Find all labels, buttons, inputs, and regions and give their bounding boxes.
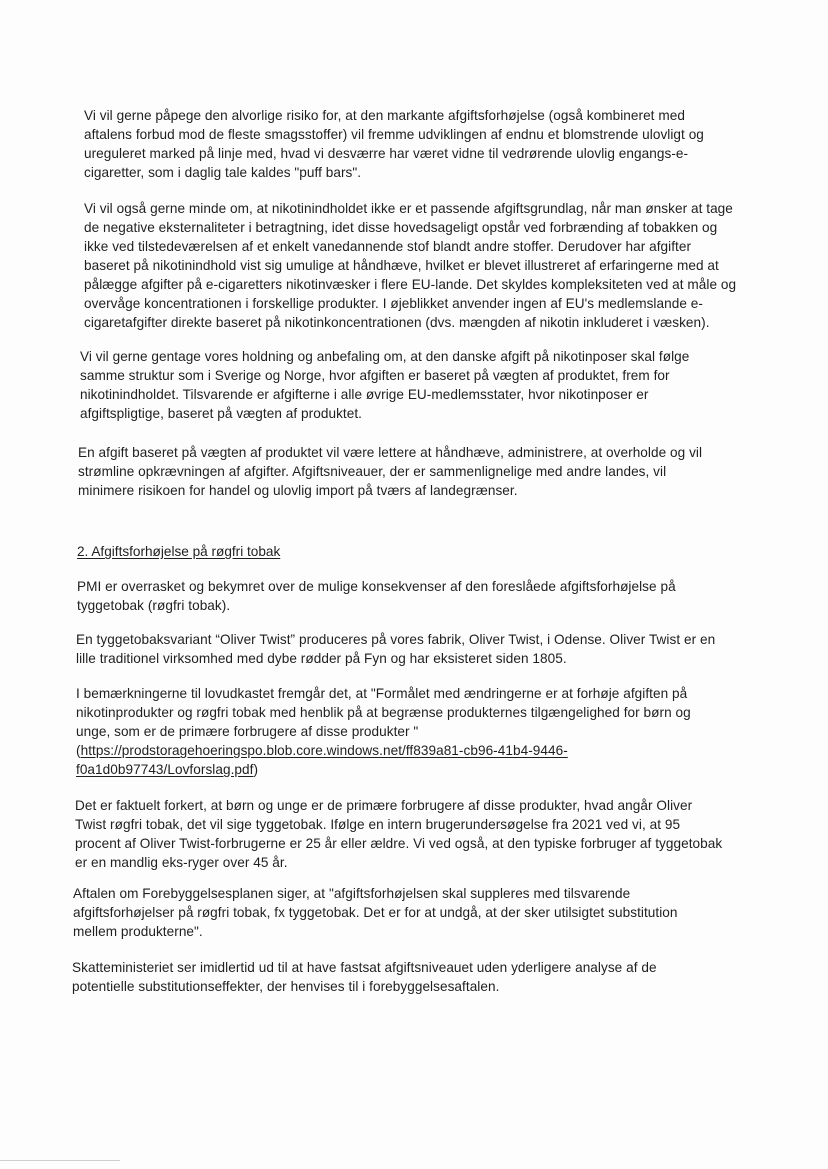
text-line: aftalens forbud mod de fleste smagsstoffer) vil fremme udviklingen af endnu et blomstrende ulovligt og xyxy=(84,127,704,142)
text-line: afgiftspligtige, baseret på vægten af produktet. xyxy=(80,406,363,421)
text-line: overvåge koncentrationen i forskellige produkter. I øjeblikket anvender ingen af EU's medlemslande e- xyxy=(84,296,703,311)
paragraph-law-remarks xyxy=(76,684,691,779)
link-line xyxy=(76,741,691,760)
text-line: tyggetobak (røgfri tobak). xyxy=(77,598,231,613)
text-line: En afgift baseret på vægten af produktet vil være lettere at håndhæve, administrere, at overholde og vil xyxy=(78,445,703,460)
text-line: En tyggetobaksvariant “Oliver Twist” produceres på vores fabrik, Oliver Twist, i Odense. Oliver Twist er en xyxy=(76,632,716,647)
paragraph-puff-bars-risk xyxy=(84,106,704,182)
text-line: cigaretafgifter direkte baseret på nikotinkoncentrationen (dvs. mængden af nikotin inkluderet i væsken). xyxy=(84,315,710,330)
text-line: pålægge afgifter på e-cigaretters nikotinvæsker i flere EU-lande. Det skyldes kompleksiteten ved at måle og xyxy=(84,277,737,292)
paragraph-weight-based-tax xyxy=(80,347,689,423)
text-line: er en mandlig eks-ryger over 45 år. xyxy=(75,855,288,870)
text-line: nikotinprodukter og røgfri tobak med henblik på at begrænse produkternes tilgængelighed for børn og xyxy=(76,705,691,720)
paragraph-enforcement xyxy=(78,443,702,500)
text-line: ureguleret marked på linje med, hvad vi desværre har været vidne til vedrørende ulovlig engangs-e- xyxy=(84,146,689,161)
text-line: cigaretter, som i daglig tale kaldes "puff bars". xyxy=(84,165,362,180)
section-heading: 2. Afgiftsforhøjelse på røgfri tobak xyxy=(77,544,281,559)
text-line: samme struktur som i Sverige og Norge, hvor afgiften er baseret på vægten af produktet, frem for xyxy=(80,368,670,383)
text-line: Det er faktuelt forkert, at børn og unge er de primære forbrugere af disse produkter, hvad angår Oliver xyxy=(75,798,693,813)
text-line: Aftalen om Forebyggelsesplanen siger, at "afgiftsforhøjelsen skal suppleres med tilsvarende xyxy=(73,886,631,901)
paren-close: ) xyxy=(253,762,259,777)
text-line: Vi vil gerne påpege den alvorlige risiko for, at den markante afgiftsforhøjelse (også kombineret med xyxy=(84,108,685,123)
paragraph-tax-ministry xyxy=(72,958,657,996)
text-line: Twist røgfri tobak, det vil sige tyggetobak. Ifølge en intern brugerundersøgelse fra 2021 ved vi, at 95 xyxy=(75,817,681,832)
text-line: ikke ved tilstedeværelsen af et enkelt vanedannende stof blandt andre stoffer. Derudover har afgifter xyxy=(84,239,692,254)
text-line: potentielle substitutionseffekter, der henvises til i forebyggelsesaftalen. xyxy=(72,979,500,994)
text-line: unge, som er de primære forbrugere af disse produkter " xyxy=(76,724,419,739)
text-line: mellem produkterne". xyxy=(73,924,203,939)
lovforslag-link-continued[interactable]: f0a1d0b97743/Lovforslag.pdf xyxy=(76,762,254,777)
text-line: Vi vil også gerne minde om, at nikotinindholdet ikke er et passende afgiftsgrundlag, når man ønsker at tage xyxy=(84,201,733,216)
paragraph-factually-incorrect xyxy=(75,796,722,872)
paragraph-pmi-concern xyxy=(77,577,676,615)
text-line: afgiftsforhøjelser på røgfri tobak, fx tyggetobak. Det er for at undgå, at der sker utilsigtet substitution xyxy=(73,905,678,920)
lovforslag-link[interactable]: https://prodstoragehoeringspo.blob.core.windows.net/ff839a81-cb96-41b4-9446- xyxy=(80,743,568,758)
paren-open: ( xyxy=(76,743,81,758)
text-line: minimere risikoen for handel og ulovlig import på tværs af landegrænser. xyxy=(78,483,518,498)
scan-edge-line xyxy=(0,1160,120,1161)
text-line: I bemærkningerne til lovudkastet fremgår det, at "Formålet med ændringerne er at forhøje afgiften på xyxy=(76,686,688,701)
text-line: baseret på nikotinindhold vist sig umulige at håndhæve, hvilket er blevet illustreret af erfaringerne med at xyxy=(84,258,719,273)
text-line: PMI er overrasket og bekymret over de mulige konsekvenser af den foreslåede afgiftsforhøjelse på xyxy=(77,579,676,594)
paragraph-nicotine-basis xyxy=(84,199,736,332)
link-line xyxy=(76,760,691,779)
paragraph-oliver-twist xyxy=(76,630,715,668)
text-line: Skatteministeriet ser imidlertid ud til at have fastsat afgiftsniveauet uden yderligere analyse af de xyxy=(72,960,657,975)
text-line: procent af Oliver Twist-forbrugerne er 25 år eller ældre. Vi ved også, at den typiske forbruger af tyggetobak xyxy=(75,836,723,851)
paragraph-prevention-plan xyxy=(73,884,678,941)
text-line: nikotinindholdet. Tilsvarende er afgifterne i alle øvrige EU-medlemsstater, hvor nikotinposer er xyxy=(80,387,649,402)
text-line: Vi vil gerne gentage vores holdning og anbefaling om, at den danske afgift på nikotinposer skal følge xyxy=(80,349,690,364)
text-line: lille traditionel virksomhed med dybe rødder på Fyn og har eksisteret siden 1805. xyxy=(76,651,567,666)
text-line: strømline opkrævningen af afgifter. Afgiftsniveauer, der er sammenlignelige med andre landes, vil xyxy=(78,464,667,479)
text-line: de negative eksternaliteter i betragtning, idet disse hovedsageligt opstår ved forbrænding af tobakken og xyxy=(84,220,718,235)
